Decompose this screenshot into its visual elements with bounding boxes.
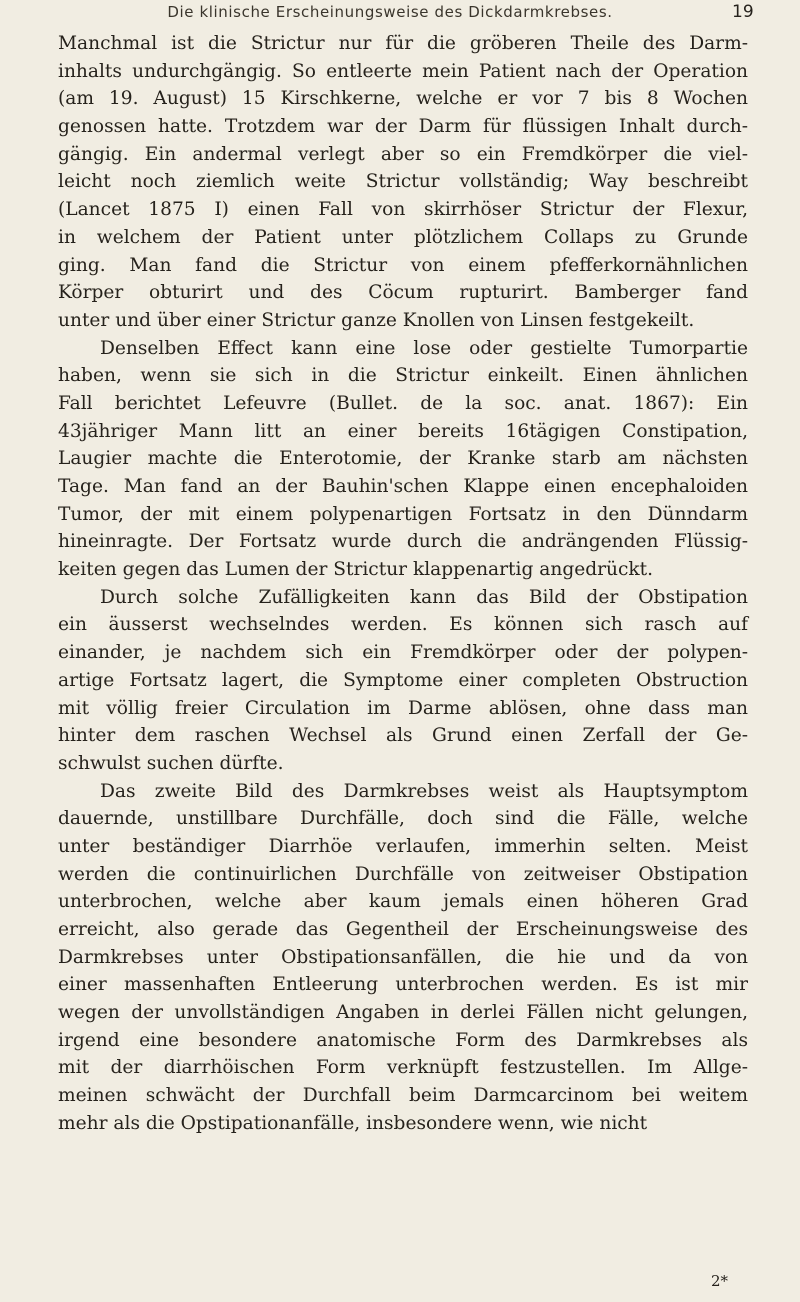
text-line: einander, je nachdem sich ein Fremdkörper oder der polypen- — [58, 642, 748, 664]
text-line: gängig. Ein andermal verlegt aber so ein Fremdkörper die viel- — [58, 143, 748, 165]
text-line: Laugier machte die Enterotomie, der Kranke starb am nächsten — [58, 448, 748, 470]
text-line: mit völlig freier Circulation im Darme ablösen, ohne dass man — [58, 697, 748, 719]
text-line: unter beständiger Diarrhöe verlaufen, immerhin selten. Meist — [58, 835, 748, 857]
text-line: einer massenhaften Entleerung unterbrochen werden. Es ist mir — [58, 974, 748, 996]
text-line: 43jähriger Mann litt an einer bereits 16tägigen Constipation, — [58, 420, 748, 442]
text-line: mehr als die Opstipationanfälle, insbesondere wenn, wie nicht — [58, 1112, 648, 1134]
text-line: haben, wenn sie sich in die Strictur einkeilt. Einen ähnlichen — [58, 365, 748, 387]
text-line: ging. Man fand die Strictur von einem pfefferkornähnlichen — [58, 254, 748, 276]
text-line: leicht noch ziemlich weite Strictur vollständig; Way beschreibt — [58, 171, 748, 193]
text-line: unterbrochen, welche aber kaum jemals einen höheren Grad — [58, 891, 748, 913]
text-line: keiten gegen das Lumen der Strictur klappenartig angedrückt. — [58, 559, 654, 581]
text-line: ein äusserst wechselndes werden. Es können sich rasch auf — [58, 614, 748, 636]
running-title: Die klinische Erscheinungsweise des Dickdarmkrebses. — [167, 3, 613, 21]
body-text — [58, 30, 748, 1138]
text-line: wegen der unvollständigen Angaben in derlei Fällen nicht gelungen, — [58, 1002, 748, 1024]
text-line: (Lancet 1875 I) einen Fall von skirrhöser Strictur der Flexur, — [58, 199, 748, 221]
text-line: unter und über einer Strictur ganze Knollen von Linsen festgekeilt. — [58, 309, 695, 331]
text-line: Fall berichtet Lefeuvre (Bullet. de la soc. anat. 1867): Ein — [58, 392, 748, 414]
text-line: irgend eine besondere anatomische Form des Darmkrebses als — [58, 1029, 748, 1051]
text-line: Durch solche Zufälligkeiten kann das Bild der Obstipation — [100, 586, 748, 608]
text-line: genossen hatte. Trotzdem war der Darm für flüssigen Inhalt durch- — [58, 116, 748, 138]
paragraph — [58, 584, 748, 778]
text-line: Tumor, der mit einem polypenartigen Fortsatz in den Dünndarm — [58, 503, 748, 525]
text-line: inhalts undurchgängig. So entleerte mein Patient nach der Operation — [58, 60, 748, 82]
text-line: in welchem der Patient unter plötzlichem Collaps zu Grunde — [58, 226, 748, 248]
text-line: schwulst suchen dürfte. — [58, 752, 284, 774]
text-line: Manchmal ist die Strictur nur für die gröberen Theile des Darm- — [58, 33, 748, 54]
text-line: artige Fortsatz lagert, die Symptome einer completen Obstruction — [58, 669, 748, 691]
text-line: Körper obturirt und des Cöcum rupturirt. Bamberger fand — [58, 282, 748, 304]
paragraph — [58, 778, 748, 1138]
text-line: mit der diarrhöischen Form verknüpft festzustellen. Im Allge- — [58, 1057, 748, 1079]
text-line: Denselben Effect kann eine lose oder gestielte Tumorpartie — [100, 337, 748, 359]
text-line: hinter dem raschen Wechsel als Grund einen Zerfall der Ge- — [58, 725, 748, 747]
text-line: Tage. Man fand an der Bauhin'schen Klappe einen encephaloiden — [58, 476, 748, 497]
paragraph — [58, 335, 748, 584]
paragraph — [58, 30, 748, 335]
page-number: 19 — [732, 2, 754, 22]
text-line: dauernde, unstillbare Durchfälle, doch sind die Fälle, welche — [58, 808, 748, 830]
text-line: Das zweite Bild des Darmkrebses weist als Hauptsymptom — [100, 780, 748, 802]
text-line: werden die continuirlichen Durchfälle von zeitweiser Obstipation — [58, 863, 748, 885]
text-line: erreicht, also gerade das Gegentheil der Erscheinungsweise des — [58, 919, 748, 940]
text-line: meinen schwächt der Durchfall beim Darmcarcinom bei weitem — [58, 1085, 748, 1107]
text-line: Darmkrebses unter Obstipationsanfällen, die hie und da von — [58, 946, 748, 968]
text-line: (am 19. August) 15 Kirschkerne, welche er vor 7 bis 8 Wochen — [58, 88, 748, 110]
signature-mark: 2* — [711, 1272, 729, 1290]
text-line: hineinragte. Der Fortsatz wurde durch die andrängenden Flüssig- — [58, 531, 748, 553]
